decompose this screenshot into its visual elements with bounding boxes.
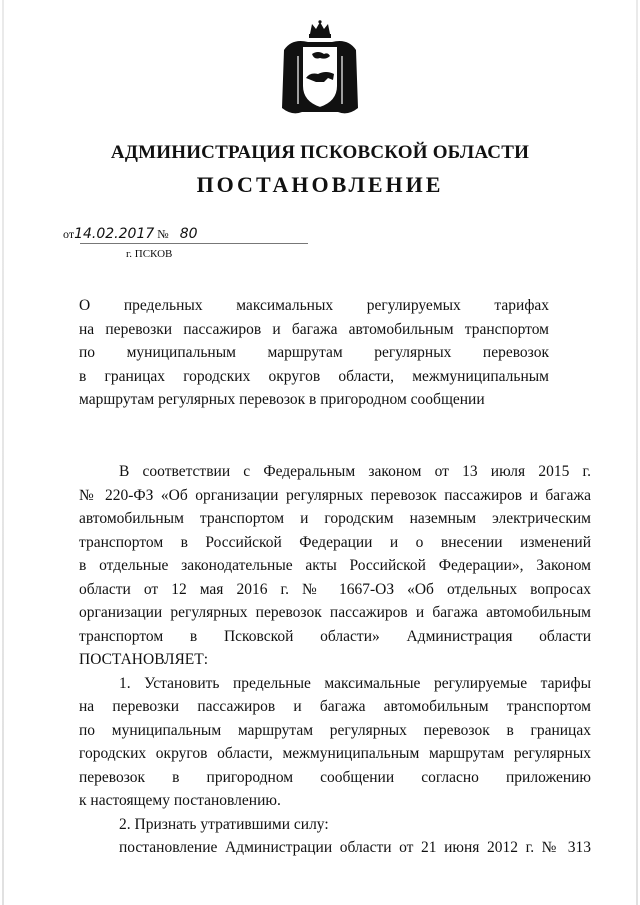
body-line: № 220-ФЗ «Об организации регулярных перевозок пассажиров и багажа — [79, 486, 591, 504]
subject-line: по муниципальным маршрутам регулярных перевозок — [79, 344, 549, 361]
organization-title: АДМИНИСТРАЦИЯ ПСКОВСКОЙ ОБЛАСТИ — [110, 142, 530, 163]
subject-line: маршрутам регулярных перевозок в пригородном сообщении — [79, 391, 485, 408]
scan-edge-right — [636, 0, 638, 905]
body-line: на перевозки пассажиров и багажа автомобильным транспортом — [79, 698, 591, 715]
handwritten-number: 80 — [179, 226, 198, 242]
body-line: В соответствии с Федеральным законом от 13 июля 2015 г. — [119, 463, 591, 480]
body-line: транспортом в Российской Федерации и о внесении изменений — [79, 533, 591, 551]
body-line: постановление Администрации области от 21 июня 2012 г. № 313 — [119, 839, 591, 856]
body-line: к настоящему постановлению. — [79, 792, 281, 809]
document-body — [79, 460, 591, 860]
body-line: в отдельные законодательные акты Российской Федерации», Законом — [79, 557, 591, 574]
subject-line: О предельных максимальных регулируемых тарифах — [79, 297, 549, 314]
body-line: области от 12 мая 2016 г. № 1667-ОЗ «Об отдельных вопросах — [79, 580, 591, 598]
body-line: организации регулярных перевозок пассажиров и багажа автомобильным — [79, 604, 591, 621]
body-line: городских округов области, межмуниципальным маршрутам регулярных — [79, 745, 591, 762]
body-line: 2. Признать утратившими силу: — [119, 815, 329, 833]
scan-edge-left — [2, 0, 4, 905]
body-line: автомобильным транспортом и городским наземным электрическим — [79, 510, 591, 527]
document-type-title: ПОСТАНОВЛЕНИЕ — [196, 172, 444, 197]
subject-line: в границах городских округов области, межмуниципальным — [79, 367, 549, 385]
body-line: по муниципальным маршрутам регулярных перевозок в границах — [79, 721, 591, 739]
body-line: ПОСТАНОВЛЯЕТ: — [79, 651, 209, 668]
pskov-coat-of-arms-icon — [278, 20, 362, 120]
body-line: транспортом в Псковской области» Администрация области — [79, 627, 591, 645]
document-subject — [79, 294, 549, 412]
body-line: перевозок в пригородном сообщении согласно приложению — [79, 768, 591, 786]
date-number-line — [63, 226, 198, 242]
date-underline — [80, 243, 308, 244]
body-line: 1. Установить предельные максимальные регулируемые тарифы — [119, 674, 591, 692]
city-label: г. ПСКОВ — [126, 248, 173, 260]
subject-line: на перевозки пассажиров и багажа автомобильным транспортом — [79, 320, 549, 338]
handwritten-date: 14.02.2017 — [74, 226, 155, 242]
date-prefix: от — [63, 227, 75, 241]
number-label: № — [157, 227, 169, 241]
